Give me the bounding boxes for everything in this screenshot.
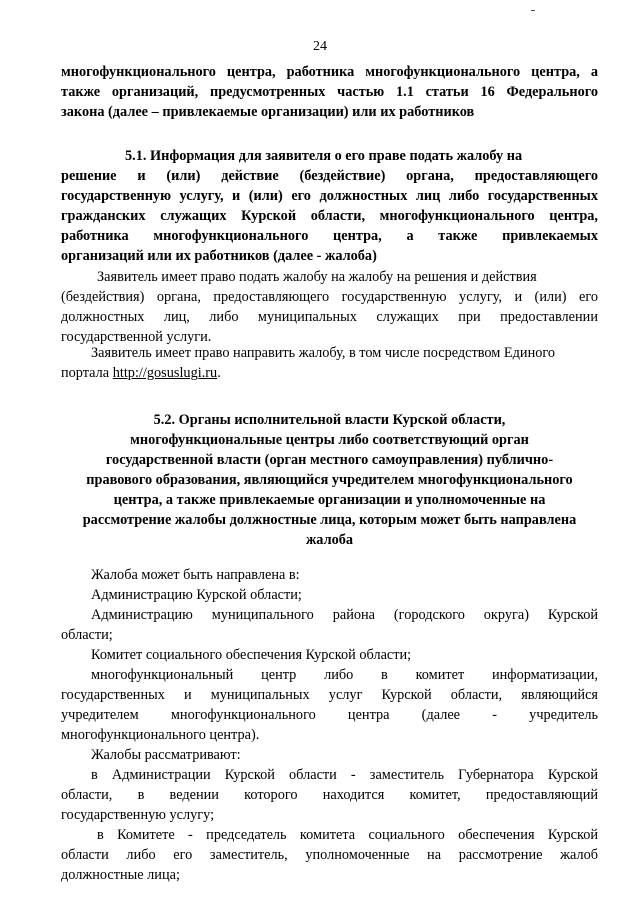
intro-line: также организаций, предусмотренных частью 1.1 статьи 16 Федерального (61, 84, 598, 100)
body-line (61, 363, 598, 383)
body-line: государственной услуги. (61, 329, 212, 345)
body-line: многофункционального центра). (61, 727, 260, 743)
section-5-1-paragraph-1 (61, 267, 598, 347)
body-line: Администрацию Курской области; (91, 587, 302, 603)
scan-speck (531, 10, 535, 11)
body-line: Администрацию муниципального района (городского округа) Курской (91, 607, 598, 623)
body-line: учредителем многофункционального центра (далее - учредитель (61, 707, 598, 723)
heading-line: многофункциональные центры либо соответствующий орган (130, 432, 529, 448)
intro-paragraph (61, 62, 598, 122)
heading-line: правового образования, являющийся учредителем многофункционального (86, 472, 573, 488)
heading-line: государственную услугу, и (или) его должностных лиц либо государственных (61, 188, 598, 204)
body-line: области, в ведении которого находится комитет, предоставляющий (61, 787, 598, 803)
body-line: Комитет социального обеспечения Курской области; (91, 647, 412, 663)
heading-line: жалоба (305, 532, 354, 548)
body-line: области либо его заместитель, уполномоченные на рассмотрение жалоб (61, 847, 598, 863)
intro-line: закона (далее – привлекаемые организации) или их работников (61, 104, 475, 120)
body-line: государственных и муниципальных услуг Курской области, являющийся (61, 687, 598, 703)
body-line: (бездействия) органа, предоставляющего государственную услугу, и (или) его (61, 289, 598, 305)
heading-line: гражданских служащих Курской области, многофункционального центра, (61, 208, 598, 224)
section-5-2-body (61, 565, 598, 885)
gosuslugi-link[interactable]: http://gosuslugi.ru (112, 365, 218, 381)
body-line: многофункциональный центр либо в комитет информатизации, (91, 667, 598, 683)
intro-line: многофункционального центра, работника многофункционального центра, а (61, 64, 598, 80)
heading-line: организаций или их работников (далее - жалоба) (61, 248, 377, 264)
section-5-1-heading (61, 146, 598, 266)
body-line: должностные лица; (61, 867, 180, 883)
heading-line: государственной власти (орган местного самоуправления) публично- (105, 452, 554, 468)
body-line: в Комитете - председатель комитета социального обеспечения Курской (97, 827, 598, 843)
heading-line: 5.1. Информация для заявителя о его праве подать жалобу на (125, 148, 523, 164)
heading-line: работника многофункционального центра, а также привлекаемых (61, 228, 598, 244)
portal-suffix: . (217, 365, 221, 381)
page-number: 24 (313, 39, 327, 54)
heading-line: решение и (или) действие (бездействие) органа, предоставляющего (61, 168, 598, 184)
body-line: области; (61, 627, 113, 643)
body-line: должностных лиц, либо муниципальных служащих при предоставлении (61, 309, 598, 325)
section-5-1-paragraph-2 (61, 343, 598, 383)
body-line: в Администрации Курской области - заместитель Губернатора Курской (91, 767, 598, 783)
body-line: Заявитель имеет право направить жалобу, в том числе посредством Единого (91, 345, 556, 361)
heading-line: 5.2. Органы исполнительной власти Курской области, (153, 412, 506, 428)
body-line: государственную услугу; (61, 807, 215, 823)
heading-line: рассмотрение жалобы должностные лица, которым может быть направлена (82, 512, 577, 528)
portal-prefix: портала (61, 365, 113, 381)
body-line: Жалобы рассматривают: (91, 747, 241, 763)
section-5-2-heading (61, 410, 598, 550)
body-line: Жалоба может быть направлена в: (91, 567, 300, 583)
heading-line: центра, а также привлекаемые организации и уполномоченные на (113, 492, 546, 508)
body-line: Заявитель имеет право подать жалобу на жалобу на решения и действия (97, 269, 537, 285)
